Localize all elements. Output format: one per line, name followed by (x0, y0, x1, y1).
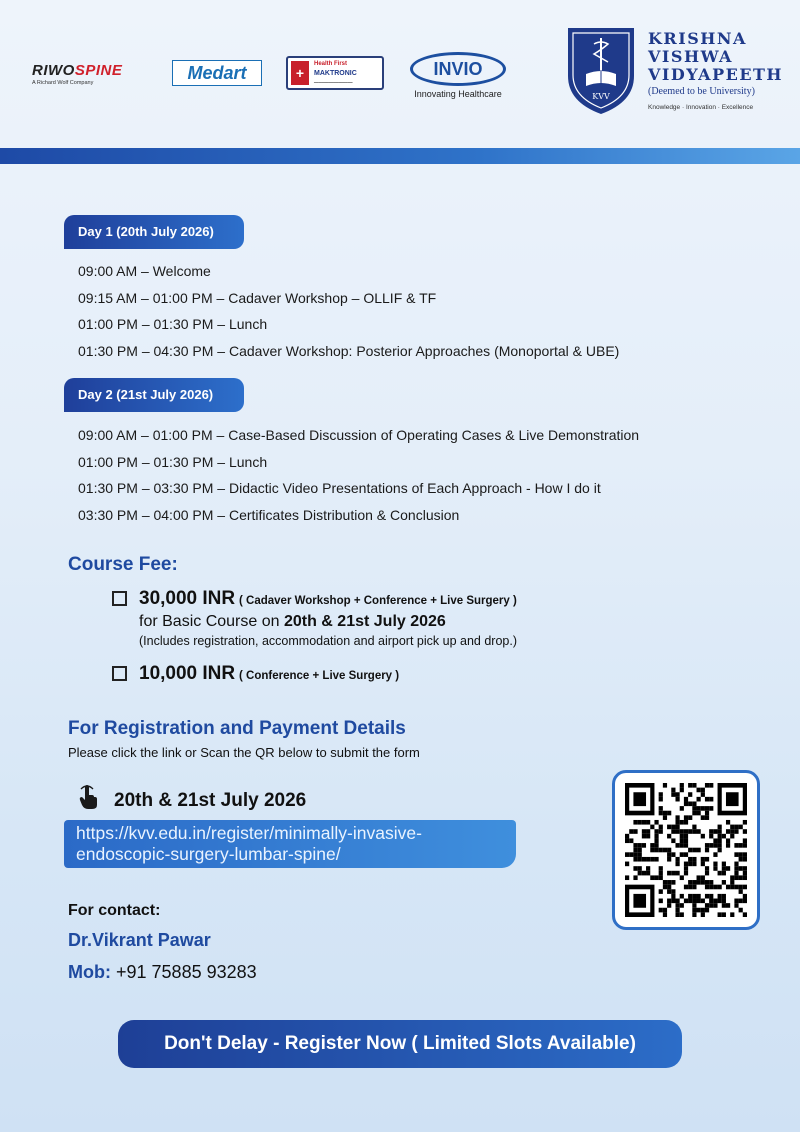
fee-option-2 (112, 663, 399, 685)
fee-option-1-line2b: 20th & 21st July 2026 (283, 613, 446, 630)
fee-option-2-amount: 10,000 INR (139, 663, 236, 684)
register-now-button[interactable]: Don't Delay - Register Now ( Limited Slots Available) (118, 1020, 682, 1068)
day2-schedule (78, 422, 639, 528)
healthfirst-line1: Health First (314, 61, 348, 67)
day1-item: 01:00 PM – 01:30 PM – Lunch (78, 316, 268, 332)
kvv-motto: Knowledge · Innovation · Excellence (648, 104, 754, 111)
kvv-line1: KRISHNA (648, 29, 747, 48)
riwo-sub: A Richard Wolf Company (32, 80, 94, 86)
header-divider-bar (0, 148, 800, 164)
kvv-line3: VIDYAPEETH (648, 65, 784, 84)
healthfirst-line3-graphic: ━━━━━━━━━━━━━━━━ (314, 80, 353, 85)
contact-mob-number[interactable]: +91 75885 93283 (116, 962, 257, 982)
day2-label: Day 2 (21st July 2026) (64, 378, 244, 412)
registration-dates (78, 784, 306, 812)
kvv-shield-icon (564, 24, 638, 116)
fee-option-1-checkbox[interactable] (112, 591, 127, 606)
invio-name: INVIO (410, 52, 506, 86)
day1-schedule (78, 258, 619, 364)
day2-item: 01:00 PM – 01:30 PM – Lunch (78, 453, 268, 470)
day1-item: 09:15 AM – 01:00 PM – Cadaver Workshop – OLLIF & TF (78, 289, 437, 306)
fee-option-2-checkbox[interactable] (112, 666, 127, 681)
healthfirst-badge-icon: + (291, 61, 309, 85)
header-logos (0, 0, 800, 150)
contact-mob-label: Mob: (68, 962, 111, 982)
fee-option-1-line3: (Includes registration, accommodation and airport pick up and drop.) (139, 634, 517, 648)
invio-tagline: Innovating Healthcare (414, 89, 502, 99)
course-fee-title: Course Fee: (68, 554, 178, 575)
day1-item: 01:30 PM – 04:30 PM – Cadaver Workshop: Posterior Approaches (Monoportal & UBE) (78, 342, 620, 359)
contact-label: For contact: (68, 902, 161, 919)
kvv-name (648, 30, 783, 84)
riwo-text: RIWO (32, 62, 75, 79)
kvv-line2: VISHWA (648, 47, 733, 66)
spine-text: SPINE (74, 62, 123, 79)
riwospine-logo (32, 62, 160, 86)
healthfirst-logo (286, 56, 384, 90)
pointing-hand-icon (78, 784, 100, 810)
qr-code-graphic (625, 783, 747, 917)
registration-dates-text: 20th & 21st July 2026 (114, 790, 307, 811)
day2-item: 03:30 PM – 04:00 PM – Certificates Distribution & Conclusion (78, 506, 460, 523)
day1-item: 09:00 AM – Welcome (78, 263, 211, 279)
fee-option-2-note: ( Conference + Live Surgery ) (239, 670, 400, 682)
contact-name: Dr.Vikrant Pawar (68, 930, 211, 950)
registration-title: For Registration and Payment Details (68, 718, 406, 739)
fee-option-1 (112, 588, 517, 648)
day2-item: 09:00 AM – 01:00 PM – Case-Based Discussion of Operating Cases & Live Demonstration (78, 427, 640, 443)
invio-logo (408, 52, 508, 99)
fee-option-1-note: ( Cadaver Workshop + Conference + Live Surgery ) (239, 595, 517, 607)
kvv-shield-text: KVV (592, 92, 610, 101)
contact-mobile (68, 962, 257, 983)
medart-logo: Medart (172, 60, 262, 86)
fee-option-1-line2a: for Basic Course on (139, 613, 284, 630)
day2-item: 01:30 PM – 03:30 PM – Didactic Video Presentations of Each Approach - How I do it (78, 480, 601, 496)
kvv-deemed: (Deemed to be University) (648, 86, 755, 97)
registration-link[interactable]: https://kvv.edu.in/register/minimally-invasive-endoscopic-surgery-lumbar-spine/ (64, 820, 516, 868)
registration-qr-code[interactable] (612, 770, 760, 930)
kvv-logo (564, 24, 784, 120)
fee-option-1-amount: 30,000 INR (139, 588, 236, 609)
day1-label: Day 1 (20th July 2026) (64, 215, 244, 249)
registration-subtitle: Please click the link or Scan the QR below to submit the form (68, 745, 420, 760)
healthfirst-line2: MAKTRONIC (314, 70, 357, 77)
